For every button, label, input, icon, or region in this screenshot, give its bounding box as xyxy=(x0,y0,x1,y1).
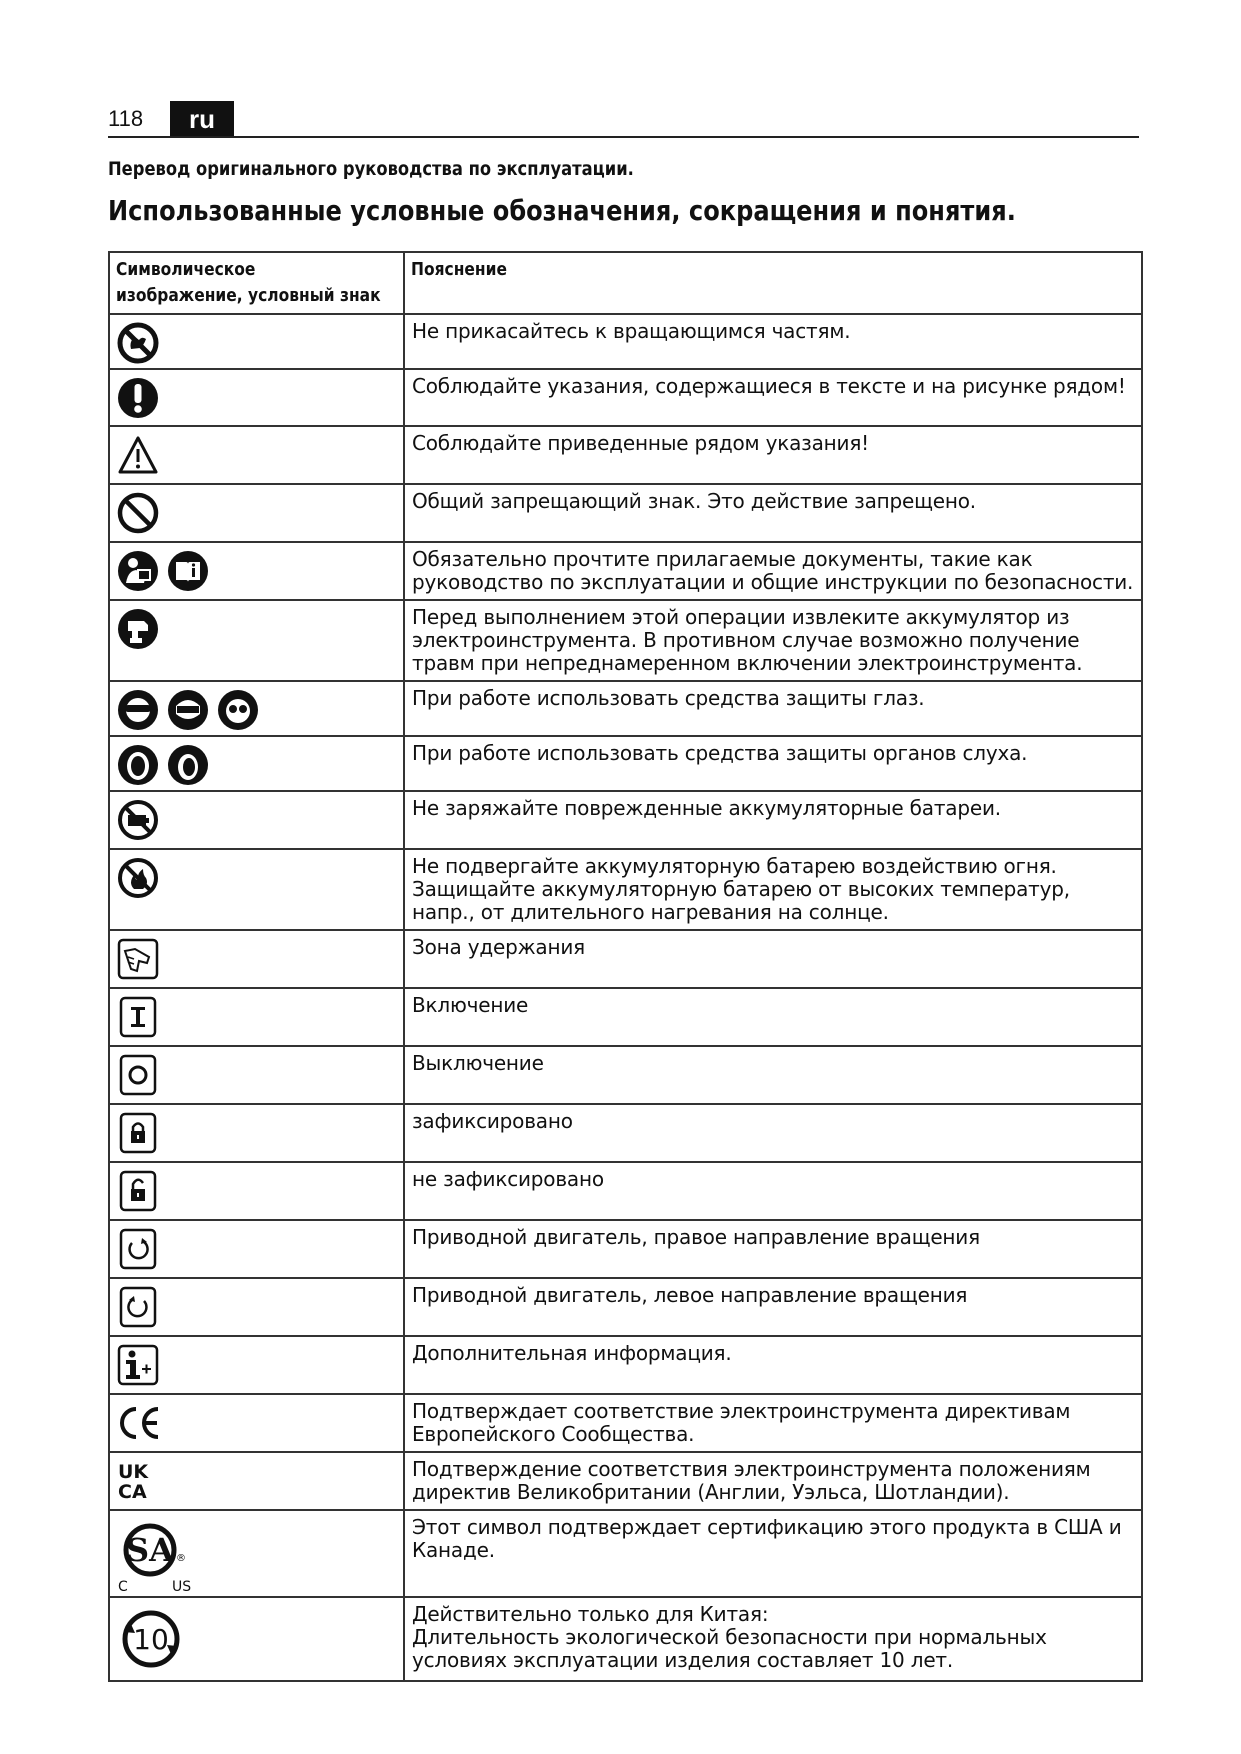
table-row xyxy=(109,1162,1142,1220)
table-row xyxy=(109,1104,1142,1162)
manual-book-icon xyxy=(166,549,210,593)
table-row xyxy=(109,1394,1142,1452)
svg-text:SA: SA xyxy=(126,1531,174,1569)
symbol-column-header: Символическое изображение, условный знак xyxy=(109,252,404,314)
ukca-top-text: UK xyxy=(118,1461,149,1483)
table-row xyxy=(109,930,1142,988)
row-text: не зафиксировано xyxy=(404,1162,1142,1220)
table-row xyxy=(109,791,1142,849)
table-row xyxy=(109,988,1142,1046)
no-fire-battery-icon xyxy=(116,856,160,900)
row-text: Этот символ подтверждает сертификацию этого продукта в США и Канаде. xyxy=(404,1510,1142,1597)
table-row xyxy=(109,1046,1142,1104)
power-on-icon xyxy=(116,995,160,1039)
prohibition-icon xyxy=(116,491,160,535)
safety-goggles-icon xyxy=(216,688,260,732)
ukca-bottom-text: CA xyxy=(118,1481,147,1503)
table-row xyxy=(109,849,1142,930)
document-subtitle: Перевод оригинального руководства по эксплуатации. xyxy=(108,158,634,180)
page-number: 118 xyxy=(108,106,144,131)
row-text: Общий запрещающий знак. Это действие запрещено. xyxy=(404,484,1142,542)
row-text: Зона удержания xyxy=(404,930,1142,988)
unlocked-icon xyxy=(116,1169,160,1213)
table-row xyxy=(109,736,1142,791)
mandatory-exclamation-icon xyxy=(116,376,160,420)
row-text: При работе использовать средства защиты органов слуха. xyxy=(404,736,1142,791)
language-tab: ru xyxy=(170,101,234,137)
table-row xyxy=(109,1220,1142,1278)
row-text: Обязательно прочтите прилагаемые документы, такие как руководство по эксплуатации и общие инструкции по безопасности. xyxy=(404,542,1142,600)
face-shield-icon xyxy=(166,688,210,732)
row-text: Приводной двигатель, правое направление вращения xyxy=(404,1220,1142,1278)
read-manual-icon xyxy=(116,549,160,593)
row-text: Перед выполнением этой операции извлеките аккумулятор из электроинструмента. В противном случае возможно получение травм при непреднамеренном включении электроинструмента. xyxy=(404,600,1142,681)
hearing-protection-icon xyxy=(116,743,160,787)
ukca-mark-icon xyxy=(116,1459,160,1503)
row-text: Приводной двигатель, левое направление вращения xyxy=(404,1278,1142,1336)
table-row xyxy=(109,426,1142,484)
table-row xyxy=(109,681,1142,736)
table-row xyxy=(109,1336,1142,1394)
symbols-table xyxy=(108,251,1143,1682)
power-off-icon xyxy=(116,1053,160,1097)
china-epup-10-icon xyxy=(116,1604,186,1674)
no-touch-rotating-icon xyxy=(116,321,160,365)
row-text: Не прикасайтесь к вращающимся частям. xyxy=(404,314,1142,369)
rotate-right-icon xyxy=(116,1227,160,1271)
table-row xyxy=(109,369,1142,426)
row-text: Подтверждает соответствие электроинструмента директивам Европейского Сообщества. xyxy=(404,1394,1142,1452)
ce-mark-icon xyxy=(116,1401,164,1445)
row-text: Выключение xyxy=(404,1046,1142,1104)
table-header-row xyxy=(109,252,1142,314)
row-text: Дополнительная информация. xyxy=(404,1336,1142,1394)
table-row xyxy=(109,484,1142,542)
row-text: Не подвергайте аккумуляторную батарею воздействию огня. Защищайте аккумуляторную батарею от высоких температур, напр., от длительного нагревания на солнце. xyxy=(404,849,1142,930)
csa-mark-icon xyxy=(116,1517,200,1593)
remove-battery-icon xyxy=(116,607,160,651)
row-text: Подтверждение соответствия электроинструмента положениям директив Великобритании (Англии, Уэльса, Шотландии). xyxy=(404,1452,1142,1510)
csa-c-text: C xyxy=(118,1579,128,1593)
table-row xyxy=(109,1510,1142,1597)
row-text: Действительно только для Китая: Длительность экологической безопасности при нормальных условиях эксплуатации изделия составляет 10 лет. xyxy=(404,1597,1142,1681)
table-row xyxy=(109,542,1142,600)
csa-us-text: US xyxy=(172,1579,192,1593)
table-row xyxy=(109,314,1142,369)
no-charge-damaged-battery-icon xyxy=(116,798,160,842)
header-rule xyxy=(108,136,1139,138)
rotate-left-icon xyxy=(116,1285,160,1329)
row-text: При работе использовать средства защиты глаз. xyxy=(404,681,1142,736)
table-row xyxy=(109,1452,1142,1510)
page-title: Использованные условные обозначения, сокращения и понятия. xyxy=(108,194,1016,227)
table-row xyxy=(109,1597,1142,1681)
info-plus-icon xyxy=(116,1343,160,1387)
row-text: Соблюдайте указания, содержащиеся в тексте и на рисунке рядом! xyxy=(404,369,1142,426)
ear-muffs-icon xyxy=(166,743,210,787)
row-text: Соблюдайте приведенные рядом указания! xyxy=(404,426,1142,484)
locked-icon xyxy=(116,1111,160,1155)
eye-protection-icon xyxy=(116,688,160,732)
svg-text:®: ® xyxy=(176,1553,186,1564)
table-row xyxy=(109,1278,1142,1336)
table-row xyxy=(109,600,1142,681)
row-text: Не заряжайте поврежденные аккумуляторные батареи. xyxy=(404,791,1142,849)
warning-triangle-icon xyxy=(116,433,160,477)
epup-years-text: 10 xyxy=(133,1623,169,1656)
explanation-column-header: Пояснение xyxy=(404,252,1142,314)
row-text: зафиксировано xyxy=(404,1104,1142,1162)
grip-zone-icon xyxy=(116,937,160,981)
row-text: Включение xyxy=(404,988,1142,1046)
